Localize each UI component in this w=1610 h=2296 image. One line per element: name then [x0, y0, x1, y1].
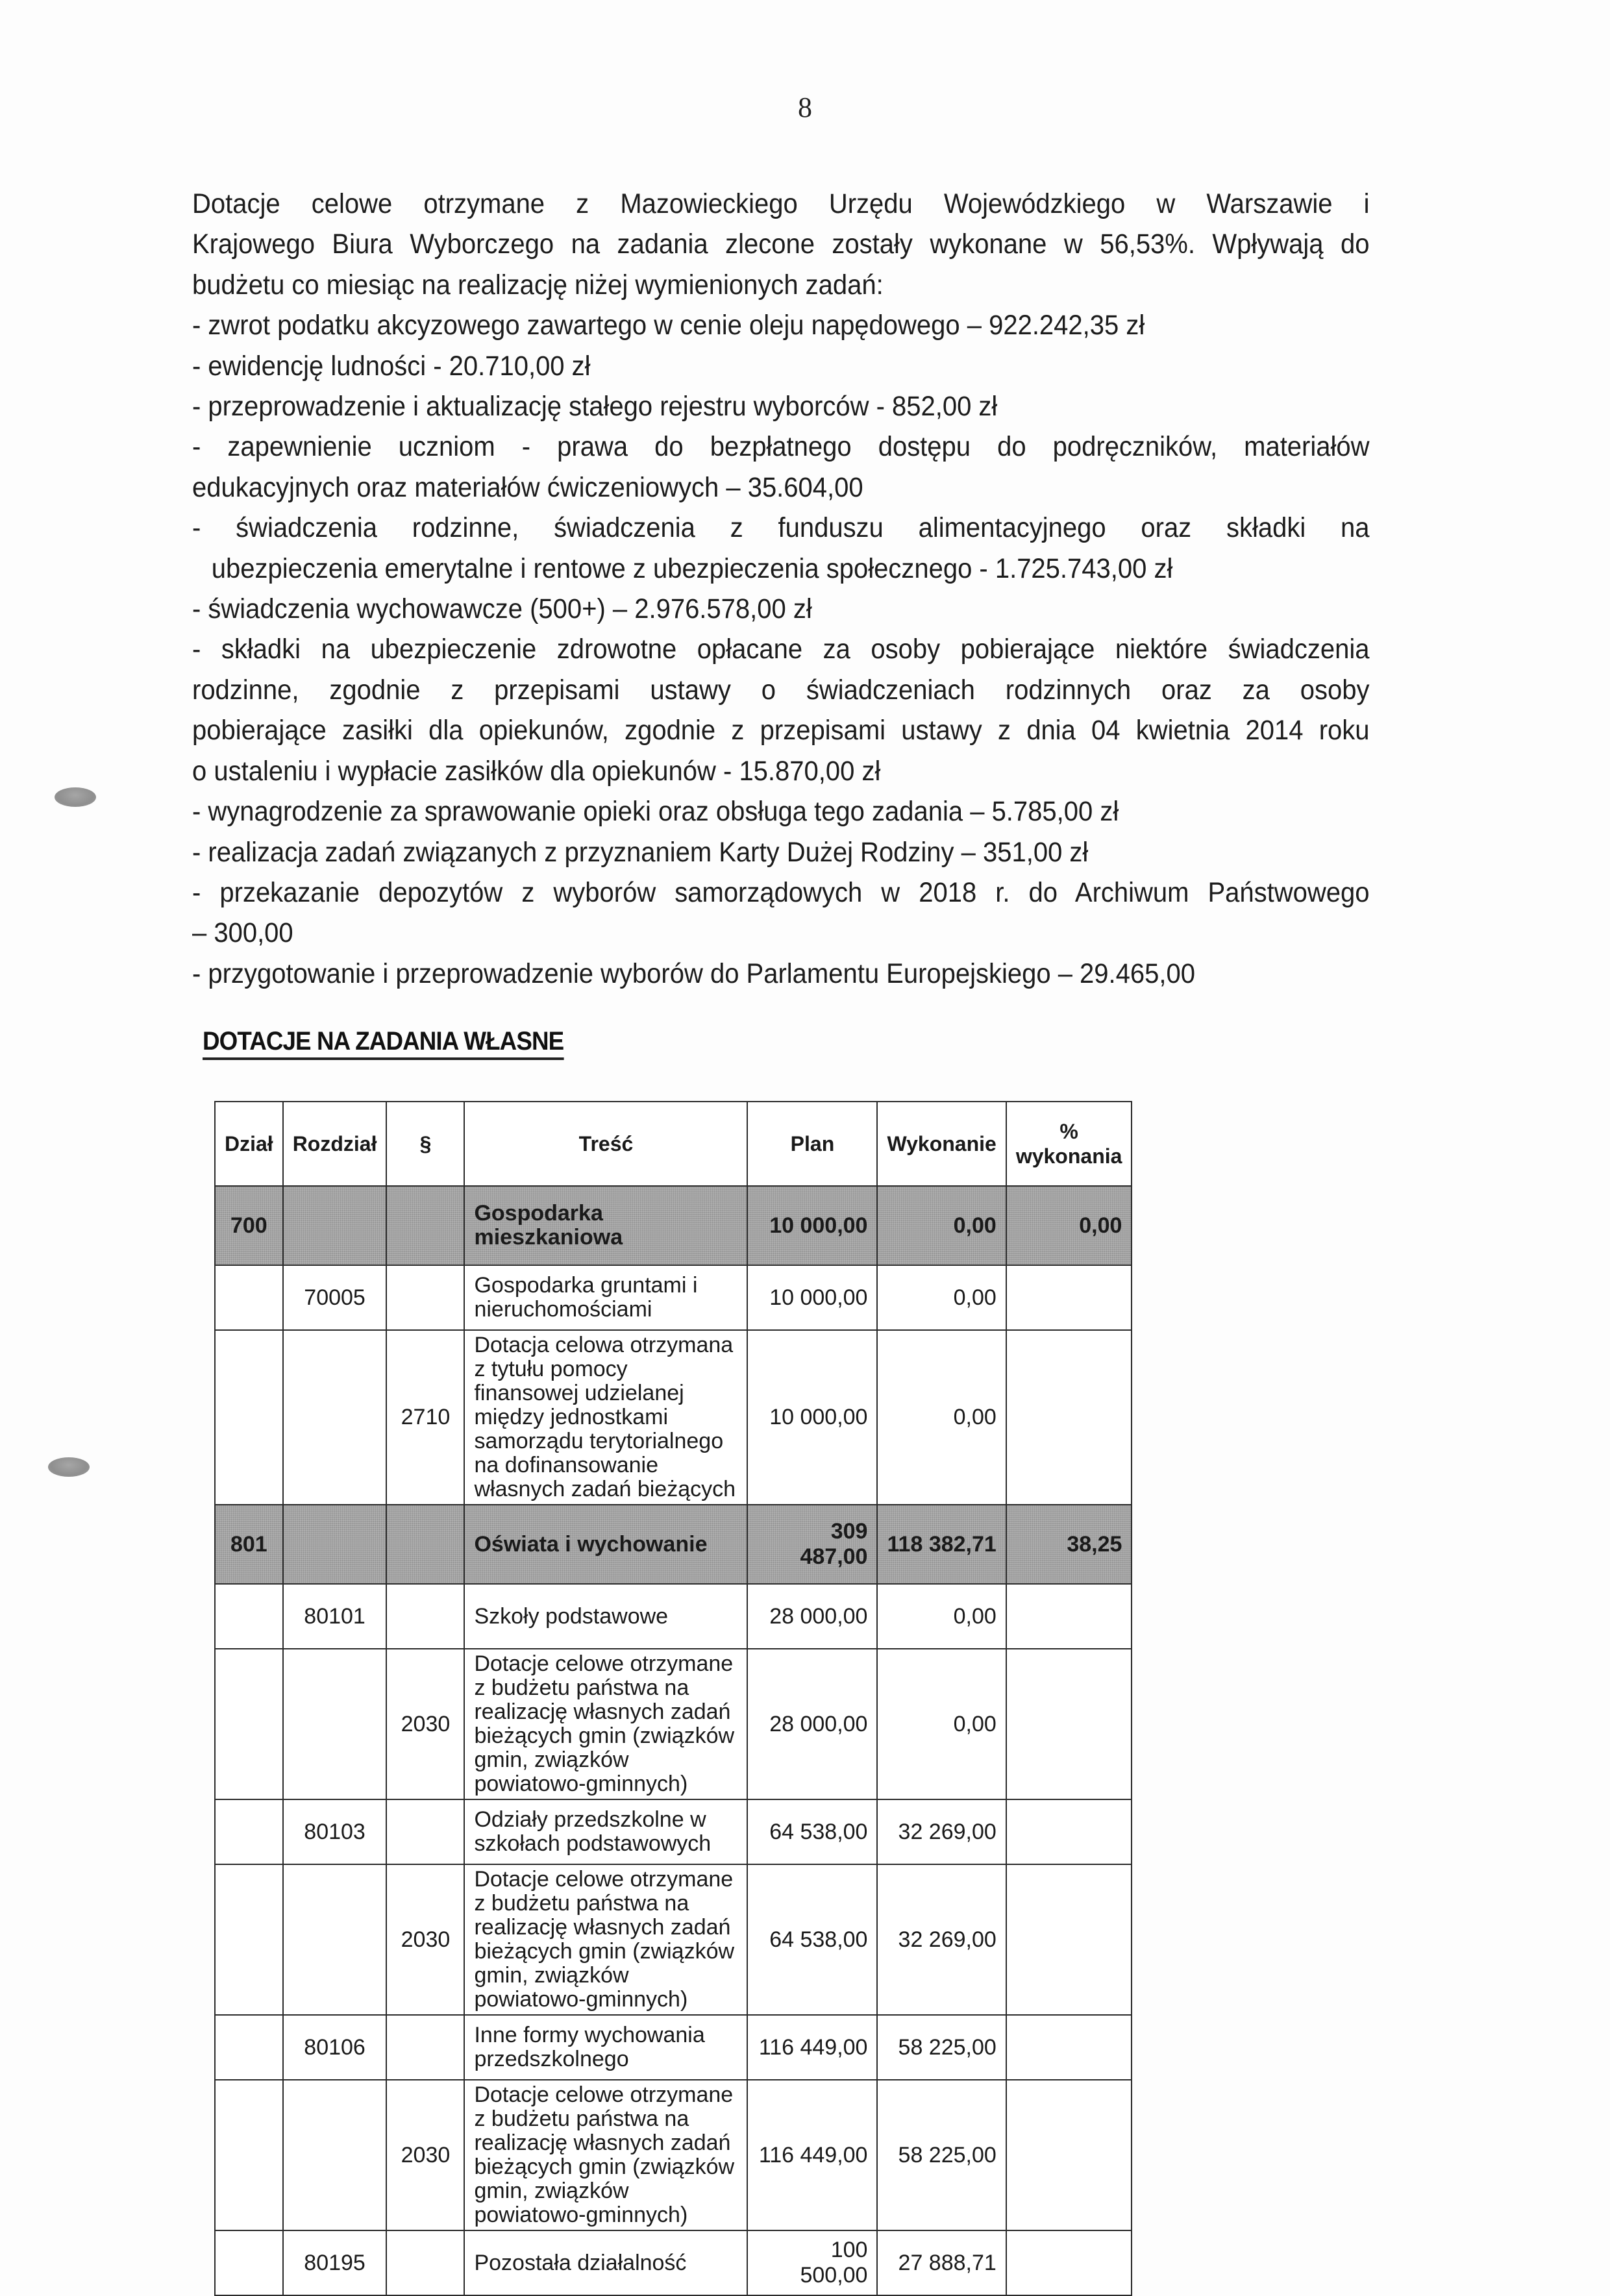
- cell-rozdzial: [283, 1864, 387, 2015]
- cell-paragraf: [386, 1584, 464, 1649]
- cell-wykonanie: 32 269,00: [877, 1799, 1006, 1864]
- cell-wykonanie: 0,00: [877, 1649, 1006, 1799]
- cell-procent: [1006, 2015, 1132, 2080]
- cell-rozdzial: [283, 1186, 387, 1265]
- cell-dzial: 801: [215, 1505, 283, 1584]
- cell-plan: 100 500,00: [747, 2230, 877, 2295]
- cell-tresc: Oświata i wychowanie: [464, 1505, 747, 1584]
- cell-procent: [1006, 1584, 1132, 1649]
- table-body: [215, 1186, 1132, 2295]
- list-item: - realizacja zadań związanych z przyznaniem Karty Dużej Rodziny – 351,00 zł: [192, 836, 1089, 868]
- header-rozdzial: Rozdział: [283, 1102, 387, 1186]
- cell-paragraf: 2710: [386, 1330, 464, 1505]
- cell-dzial: [215, 1799, 283, 1864]
- cell-plan: 10 000,00: [747, 1265, 877, 1330]
- list-item: - przeprowadzenie i aktualizację stałego rejestru wyborców - 852,00 zł: [192, 391, 998, 423]
- cell-tresc: Szkoły podstawowe: [464, 1584, 747, 1649]
- cell-plan: 116 449,00: [747, 2080, 877, 2230]
- table-header-row: [215, 1102, 1132, 1186]
- table-chapter-row: [215, 1799, 1132, 1864]
- cell-rozdzial: [283, 1505, 387, 1584]
- header-tresc: Treść: [464, 1102, 747, 1186]
- cell-wykonanie: 0,00: [877, 1265, 1006, 1330]
- cell-tresc: Dotacje celowe otrzymane z budżetu państwa na realizację własnych zadań bieżących gmin (związków gmin, związków powiatowo-gminnych): [464, 1649, 747, 1799]
- cell-tresc: Gospodarka mieszkaniowa: [464, 1186, 747, 1265]
- table-paragraph-row: [215, 2080, 1132, 2230]
- cell-procent: [1006, 2230, 1132, 2295]
- punch-hole-icon: [48, 1457, 90, 1477]
- header-dzial: Dział: [215, 1102, 283, 1186]
- list-item: - składki na ubezpieczenie zdrowotne opłacane za osoby pobierające niektóre świadczenia: [192, 634, 1370, 665]
- intro-line: budżetu co miesiąc na realizację niżej wymienionych zadań:: [192, 269, 884, 301]
- cell-rozdzial: 80195: [283, 2230, 387, 2295]
- cell-paragraf: 2030: [386, 1649, 464, 1799]
- cell-rozdzial: [283, 1330, 387, 1505]
- cell-procent: [1006, 1330, 1132, 1505]
- cell-wykonanie: 58 225,00: [877, 2080, 1006, 2230]
- cell-dzial: 700: [215, 1186, 283, 1265]
- cell-procent: [1006, 1265, 1132, 1330]
- cell-wykonanie: 32 269,00: [877, 1864, 1006, 2015]
- header-procent-symbol: %: [1059, 1120, 1078, 1143]
- table-chapter-row: [215, 2015, 1132, 2080]
- cell-dzial: [215, 1649, 283, 1799]
- section-title: DOTACJE NA ZADANIA WŁASNE: [203, 1027, 564, 1060]
- cell-rozdzial: 70005: [283, 1265, 387, 1330]
- cell-tresc: Odziały przedszkolne w szkołach podstawowych: [464, 1799, 747, 1864]
- cell-procent: 0,00: [1006, 1186, 1132, 1265]
- intro-line: Krajowego Biura Wyborczego na zadania zlecone zostały wykonane w 56,53%. Wpływają do: [192, 228, 1370, 260]
- list-item: - świadczenia rodzinne, świadczenia z funduszu alimentacyjnego oraz składki na: [192, 512, 1370, 544]
- cell-rozdzial: 80101: [283, 1584, 387, 1649]
- cell-wykonanie: 118 382,71: [877, 1505, 1006, 1584]
- list-item: - świadczenia wychowawcze (500+) – 2.976.578,00 zł: [192, 593, 812, 625]
- table-paragraph-row: [215, 1864, 1132, 2015]
- cell-plan: 116 449,00: [747, 2015, 877, 2080]
- cell-dzial: [215, 1864, 283, 2015]
- cell-paragraf: [386, 1505, 464, 1584]
- list-item: - ewidencję ludności - 20.710,00 zł: [192, 350, 591, 382]
- cell-dzial: [215, 1584, 283, 1649]
- cell-tresc: Dotacje celowe otrzymane z budżetu państwa na realizację własnych zadań bieżących gmin (związków gmin, związków powiatowo-gminnych): [464, 2080, 747, 2230]
- header-procent-label: wykonania: [1015, 1144, 1122, 1168]
- body-text: [192, 184, 1370, 994]
- cell-paragraf: [386, 1186, 464, 1265]
- cell-procent: [1006, 2080, 1132, 2230]
- cell-wykonanie: 0,00: [877, 1330, 1006, 1505]
- cell-tresc: Dotacja celowa otrzymana z tytułu pomocy finansowej udzielanej między jednostkami samorządu terytorialnego na dofinansowanie własnych zadań bieżących: [464, 1330, 747, 1505]
- cell-tresc: Inne formy wychowania przedszkolnego: [464, 2015, 747, 2080]
- cell-plan: 28 000,00: [747, 1649, 877, 1799]
- cell-dzial: [215, 2230, 283, 2295]
- list-item: - zapewnienie uczniom - prawa do bezpłatnego dostępu do podręczników, materiałów: [192, 431, 1370, 463]
- cell-plan: 28 000,00: [747, 1584, 877, 1649]
- cell-wykonanie: 27 888,71: [877, 2230, 1006, 2295]
- list-item-continuation: rodzinne, zgodnie z przepisami ustawy o świadczeniach rodzinnych oraz za osoby: [192, 674, 1370, 706]
- table-paragraph-row: [215, 1649, 1132, 1799]
- cell-wykonanie: 0,00: [877, 1186, 1006, 1265]
- cell-tresc: Pozostała działalność: [464, 2230, 747, 2295]
- cell-procent: [1006, 1649, 1132, 1799]
- list-item-continuation: – 300,00: [192, 917, 293, 949]
- cell-paragraf: [386, 2230, 464, 2295]
- cell-rozdzial: 80106: [283, 2015, 387, 2080]
- cell-tresc: Dotacje celowe otrzymane z budżetu państwa na realizację własnych zadań bieżących gmin (związków gmin, związków powiatowo-gminnych): [464, 1864, 747, 2015]
- page-number: 8: [798, 92, 812, 123]
- cell-rozdzial: [283, 1649, 387, 1799]
- cell-dzial: [215, 1265, 283, 1330]
- header-plan: Plan: [747, 1102, 877, 1186]
- cell-rozdzial: 80103: [283, 1799, 387, 1864]
- table-section-row: [215, 1505, 1132, 1584]
- cell-procent: [1006, 1864, 1132, 2015]
- cell-plan: 64 538,00: [747, 1799, 877, 1864]
- cell-plan: 64 538,00: [747, 1864, 877, 2015]
- cell-dzial: [215, 2015, 283, 2080]
- list-item: - przygotowanie i przeprowadzenie wyborów do Parlamentu Europejskiego – 29.465,00: [192, 957, 1195, 989]
- table-chapter-row: [215, 1584, 1132, 1649]
- list-item-continuation: edukacyjnych oraz materiałów ćwiczeniowych – 35.604,00: [192, 471, 863, 503]
- cell-wykonanie: 0,00: [877, 1584, 1006, 1649]
- table-chapter-row: [215, 2230, 1132, 2295]
- cell-plan: 309 487,00: [747, 1505, 877, 1584]
- list-item-continuation: ubezpieczenia emerytalne i rentowe z ubezpieczenia społecznego - 1.725.743,00 zł: [211, 552, 1173, 584]
- cell-procent: 38,25: [1006, 1505, 1132, 1584]
- table-section-row: [215, 1186, 1132, 1265]
- cell-paragraf: [386, 2015, 464, 2080]
- list-item: - wynagrodzenie za sprawowanie opieki oraz obsługa tego zadania – 5.785,00 zł: [192, 796, 1119, 828]
- punch-hole-icon: [55, 787, 96, 807]
- intro-line: Dotacje celowe otrzymane z Mazowieckiego Urzędu Wojewódzkiego w Warszawie i: [192, 188, 1370, 219]
- list-item-continuation: o ustaleniu i wypłacie zasiłków dla opiekunów - 15.870,00 zł: [192, 755, 881, 787]
- cell-paragraf: [386, 1265, 464, 1330]
- cell-dzial: [215, 2080, 283, 2230]
- cell-plan: 10 000,00: [747, 1330, 877, 1505]
- table-paragraph-row: [215, 1330, 1132, 1505]
- cell-wykonanie: 58 225,00: [877, 2015, 1006, 2080]
- cell-paragraf: 2030: [386, 1864, 464, 2015]
- budget-table: [214, 1101, 1132, 2296]
- header-paragraf: §: [386, 1102, 464, 1186]
- list-item: - przekazanie depozytów z wyborów samorządowych w 2018 r. do Archiwum Państwowego: [192, 876, 1370, 908]
- header-procent: [1006, 1102, 1132, 1186]
- cell-rozdzial: [283, 2080, 387, 2230]
- cell-tresc: Gospodarka gruntami i nieruchomościami: [464, 1265, 747, 1330]
- list-item-continuation: pobierające zasiłki dla opiekunów, zgodnie z przepisami ustawy z dnia 04 kwietnia 2014 roku: [192, 715, 1370, 747]
- cell-paragraf: 2030: [386, 2080, 464, 2230]
- table-chapter-row: [215, 1265, 1132, 1330]
- cell-procent: [1006, 1799, 1132, 1864]
- list-item: - zwrot podatku akcyzowego zawartego w cenie oleju napędowego – 922.242,35 zł: [192, 310, 1145, 341]
- cell-dzial: [215, 1330, 283, 1505]
- cell-paragraf: [386, 1799, 464, 1864]
- header-wykonanie: Wykonanie: [877, 1102, 1006, 1186]
- cell-plan: 10 000,00: [747, 1186, 877, 1265]
